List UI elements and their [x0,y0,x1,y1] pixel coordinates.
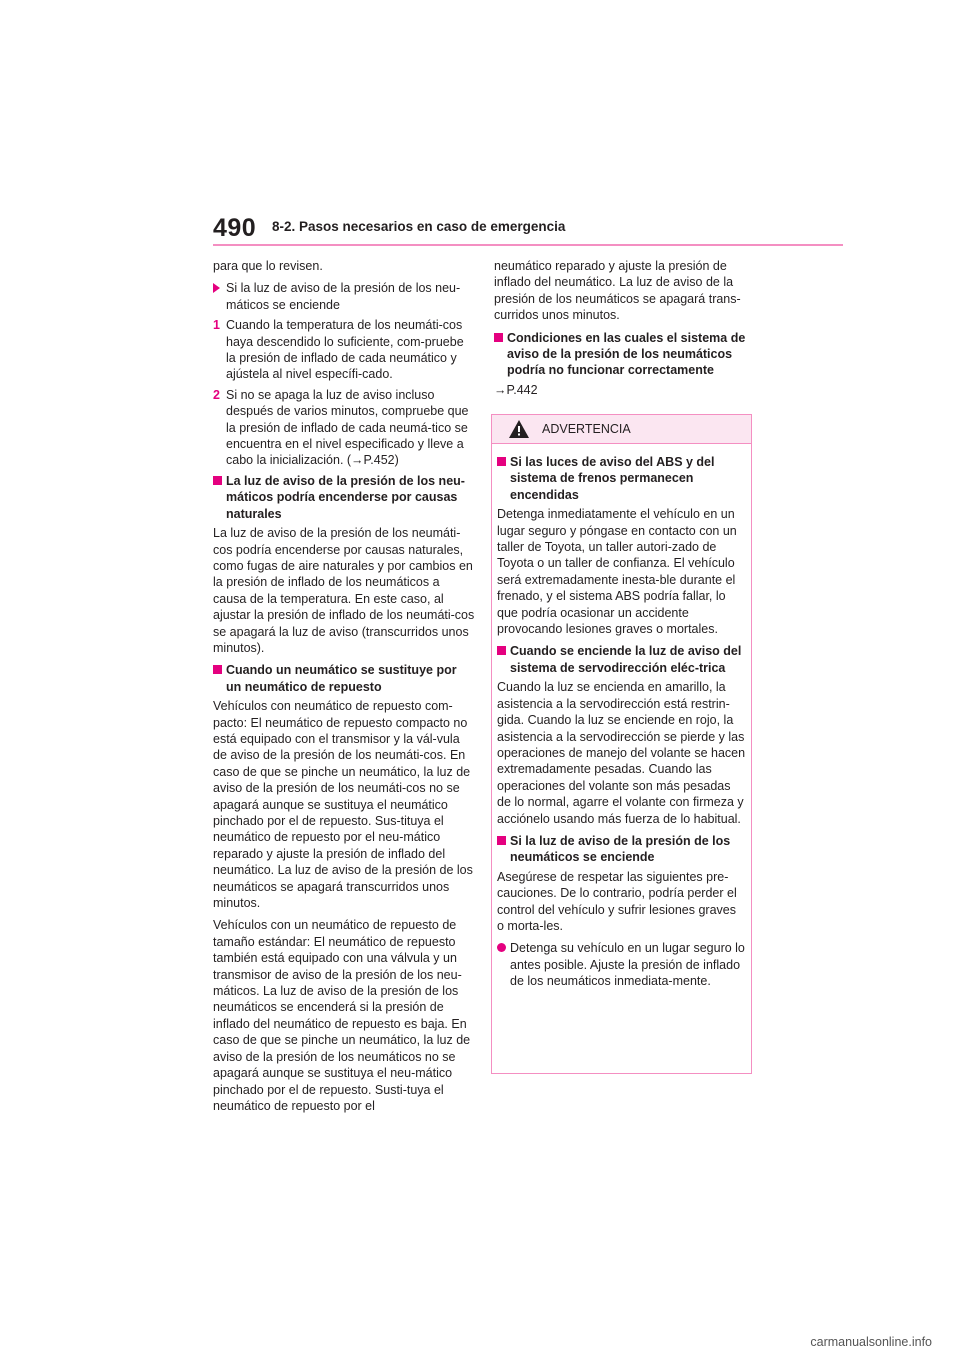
section-title: 8-2. Pasos necesarios en caso de emergencia [272,219,566,234]
subheading-text: Si las luces de aviso del ABS y del sistema de frenos permanecen encendidas [510,455,715,502]
step-1 [213,317,475,383]
page-number: 490 [213,214,257,242]
subheading-text: La luz de aviso de la presión de los neu-máticos podría encenderse por causas naturales [226,473,465,521]
right-column [494,258,756,406]
warning-body [492,444,751,990]
step-2 [213,387,475,469]
subheading-text: Cuando se enciende la luz de aviso del sistema de servodirección eléc-trica [510,644,742,675]
warning-header [492,415,751,444]
paragraph: Vehículos con neumático de repuesto com-pacto: El neumático de repuesto compacto no está equipado con el transmisor y la vál-vula de aviso de la presión de los neumáti-cos. En caso de que se pinche un neumático, la luz de aviso de la presión de los neumáti-cos no se apagará aunque se sustituya el neumático pinchado por el de repuesto. Sus-tituya el neumático de repuesto por el neu-mático reparado y ajuste la presión de inflado del neumático. La luz de aviso de la presión de los neumáticos se apagará transcurridos unos minutos. [213,699,473,911]
page-reference-link[interactable]: →P.442 [494,382,538,397]
circle-bullet-icon [497,943,506,952]
watermark: carmanualsonline.info [810,1335,932,1349]
subheading [213,473,475,522]
subheading [494,330,756,379]
square-bullet-icon [497,646,506,655]
warning-triangle-icon [508,419,530,439]
step-number: 1 [213,318,220,333]
square-bullet-icon [213,665,222,674]
paragraph: Detenga inmediatamente el vehículo en un lugar seguro y póngase en contacto con un taller de Toyota, un taller autori-zado de Toyota o un taller de confianza. El vehículo será extremadamente inesta-ble durante el frenado, y el sistema ABS podría fallar, lo que podría ocasionar un accidente provocando lesiones graves o mortales. [497,507,737,637]
square-bullet-icon [497,457,506,466]
bullet-text: Detenga su vehículo en un lugar seguro lo antes posible. Ajuste la presión de inflado de los neumáticos inmediata-mente. [510,941,745,989]
subheading-text: Cuando un neumático se sustituye por un neumático de repuesto [226,663,457,694]
warning-title: ADVERTENCIA [542,422,631,436]
paragraph: Cuando la luz se encienda en amarillo, la asistencia a la servodirección está restrin-gida. Cuando la luz se enciende en rojo, la asistencia a la servodirección se pierde y las operaciones de manejo del volante se hacen extremadamente pesadas. Cuando las operaciones del volante son más pesadas de lo normal, agarre el volante con firmeza y acciónelo usando más fuerza de lo habitual. [497,680,746,826]
paragraph: neumático reparado y ajuste la presión de inflado del neumático. La luz de aviso de la presión de los neumáticos se apagará trans-curridos unos minutos. [494,259,741,323]
square-bullet-icon [213,476,222,485]
subheading-text: Condiciones en las cuales el sistema de aviso de la presión de los neumáticos podría no funcionar correctamente [507,330,746,378]
arrow-bullet-item [213,280,475,313]
subheading [213,662,475,695]
subheading-text: Si la luz de aviso de la presión de los neumáticos se enciende [510,833,731,865]
header-rule [213,244,843,246]
square-bullet-icon [494,333,503,342]
arrow-bullet-icon [213,283,220,293]
warning-subheading [497,454,746,503]
left-column [213,258,475,1120]
warning-subheading [497,833,746,866]
arrow-bullet-text: Si la luz de aviso de la presión de los neu-máticos se enciende [226,281,461,312]
step-number: 2 [213,387,220,402]
step-text: Si no se apaga la luz de aviso incluso después de varios minutos, compruebe que la presión de inflado de cada neumá-tico se encuentra en el nivel especificado y lleve a cabo la inicialización. (→P.452) [226,387,469,468]
circle-bullet-item [497,940,746,989]
square-bullet-icon [497,836,506,845]
paragraph: Vehículos con un neumático de repuesto de tamaño estándar: El neumático de repuesto también está equipado con una válvula y un transmisor de aviso de la presión de los neu-máticos. La luz de aviso de la presión de los neumáticos se encenderá si la presión de inflado del neumático de repuesto es baja. En caso de que se pinche un neumático, la luz de aviso de la presión de los neumáticos no se apagará aunque se sustituya el neu-mático pinchado por el de repuesto. Susti-tuya el neumático de repuesto por el [213,918,471,1113]
paragraph: La luz de aviso de la presión de los neumáti-cos podría encenderse por causas naturales, como fugas de aire naturales y por cambios en la presión de inflado de los neumáticos a causa de la temperatura. En este caso, al ajustar la presión de inflado de los neumáti-cos se apagará la luz de aviso (transcurridos unos minutos). [213,526,475,655]
warning-box [491,414,752,1074]
paragraph: Asegúrese de respetar las siguientes pre-cauciones. De lo contrario, podría perder el control del vehículo y sufrir lesiones graves o morta-les. [497,869,737,933]
paragraph: para que lo revisen. [213,259,323,273]
page-header [0,0,960,250]
warning-subheading [497,643,746,676]
step-text: Cuando la temperatura de los neumáti-cos haya descendido lo suficiente, com-pruebe la presión de inflado de cada neumático y ajústela al nivel específi-cado. [226,318,464,382]
